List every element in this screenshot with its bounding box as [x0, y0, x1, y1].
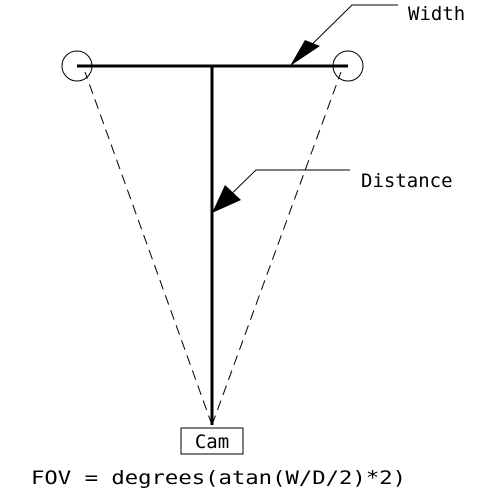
width-label: Width — [408, 3, 466, 25]
distance-leader-line — [212, 170, 350, 213]
camera-label: Cam — [194, 431, 230, 453]
fov-right-dashed-line — [212, 72, 341, 425]
width-leader-line — [290, 5, 398, 66]
fov-formula: FOV = degrees(atan(W/D/2)*2) — [31, 467, 406, 489]
width-arrowhead — [290, 40, 320, 66]
distance-label: Distance — [361, 170, 453, 192]
fov-left-dashed-line — [85, 72, 212, 425]
